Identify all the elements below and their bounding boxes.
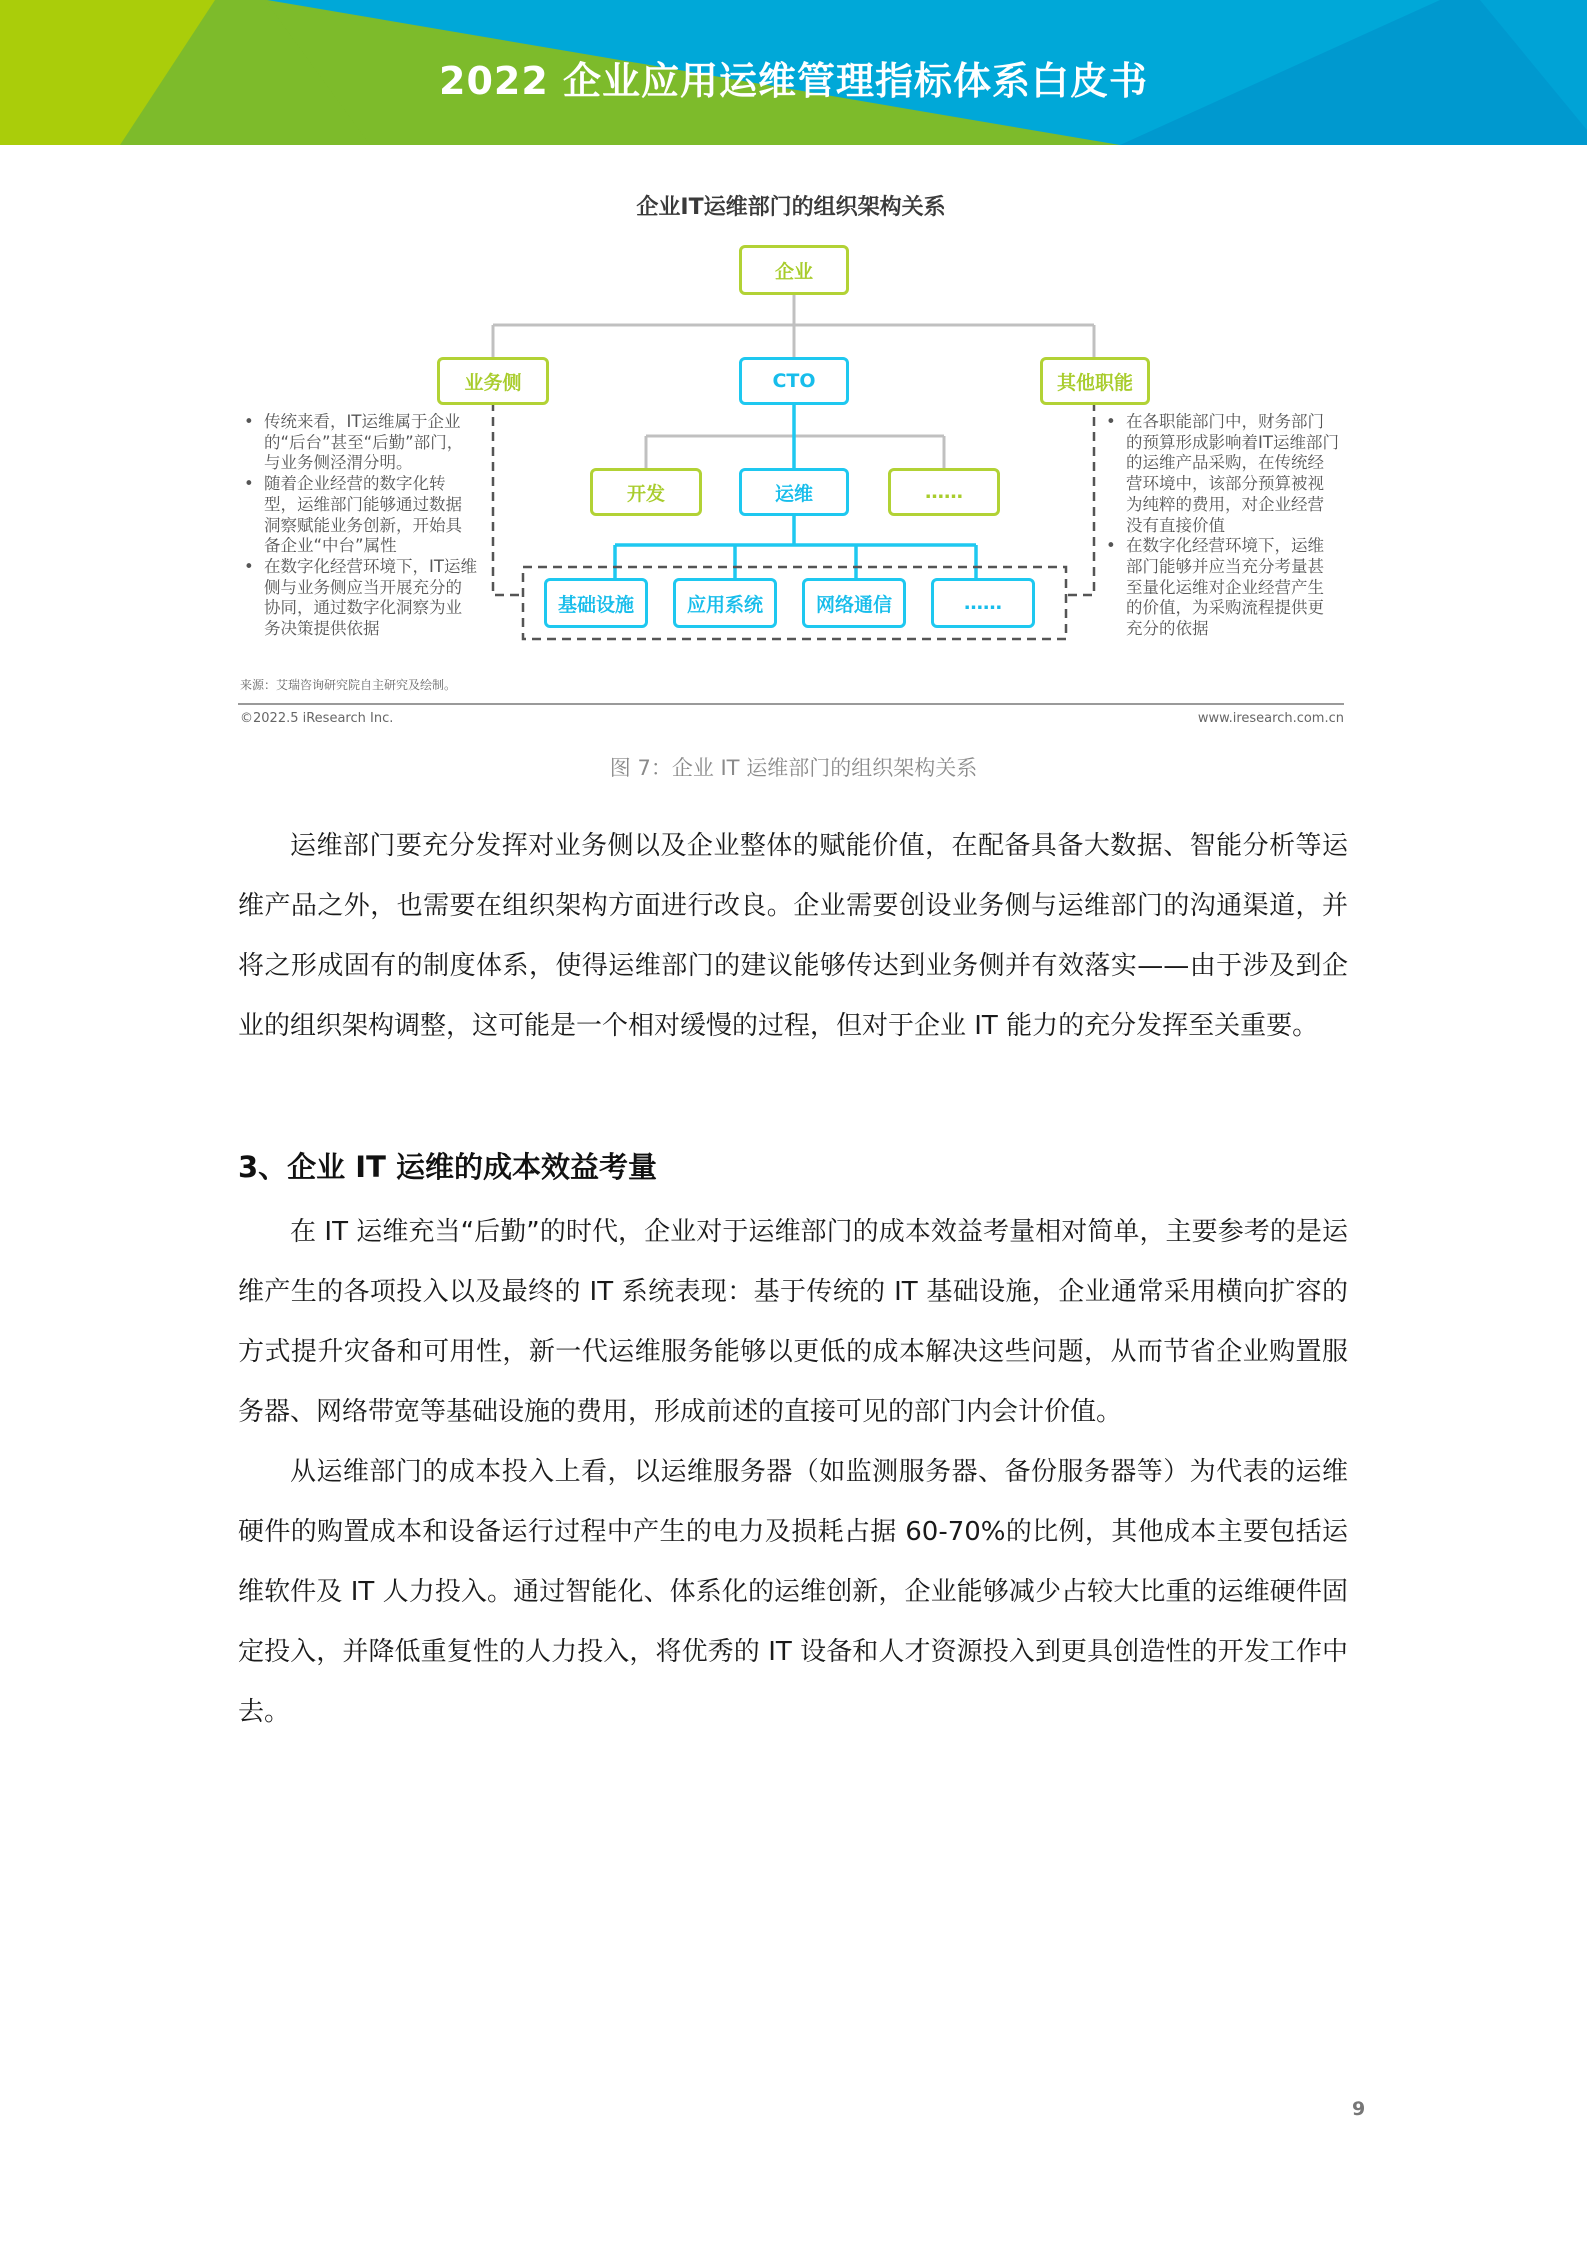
paragraph: 从运维部门的成本投入上看，以运维服务器（如监测服务器、备份服务器等）为代表的运维硬件的购置成本和设备运行过程中产生的电力及损耗占据 60-70%的比例，其他成本主要包括运维软件及 IT 人力投入。通过智能化、体系化的运维创新，企业能够减少占较大比重的运维硬件固定投入，并降低重复性的人力投入，将优秀的 IT 设备和人才资源投入到更具创造性的开发工作中去。 [238,1457,1348,1727]
left-note-item: • 在数字化经营环境下，IT运维侧与业务侧应当开展充分的协同，通过数字化洞察为业务决策提供依据 [238,557,478,640]
right-notes [1100,412,1340,640]
node-dev [590,468,702,516]
node-cto [739,357,849,405]
paragraph: 在 IT 运维充当“后勤”的时代，企业对于运维部门的成本效益考量相对简单，主要参考的是运维产生的各项投入以及最终的 IT 系统表现：基于传统的 IT 基础设施，企业通常采用横向扩容的方式提升灾备和可用性，新一代运维服务能够以更低的成本解决这些问题，从而节省企业购置服务器、网络带宽等基础设施的费用，形成前述的直接可见的部门内会计价值。 [238,1217,1348,1427]
node-more-level4 [931,578,1035,628]
node-label: …… [964,592,1002,614]
left-notes [238,412,478,640]
paragraph: 运维部门要充分发挥对业务侧以及企业整体的赋能价值，在配备具备大数据、智能分析等运维产品之外，也需要在组织架构方面进行改良。企业需要创设业务侧与运维部门的沟通渠道，并将之形成固有的制度体系，使得运维部门的建议能够传达到业务侧并有效落实——由于涉及到企业的组织架构调整，这可能是一个相对缓慢的过程，但对于企业 IT 能力的充分发挥至关重要。 [238,831,1348,1041]
section-body [238,1202,1348,1742]
node-label: 开发 [626,482,665,505]
figure-website: www.iresearch.com.cn [1197,711,1344,726]
node-enterprise [739,245,849,295]
header-banner [0,0,1587,145]
node-label: 运维 [774,482,813,505]
node-label: 其他职能 [1056,371,1133,394]
org-chart-figure [238,180,1344,740]
section-heading: 3、企业 IT 运维的成本效益考量 [238,1150,657,1184]
figure-copyright: ©2022.5 iResearch Inc. [240,711,394,726]
figure-caption: 图 7：企业 IT 运维部门的组织架构关系 [609,756,978,780]
node-label: CTO [772,370,816,392]
node-network [802,578,906,628]
node-label: 网络通信 [815,593,892,616]
node-label: 企业 [774,260,813,283]
node-other-functions [1040,357,1150,405]
page-number: 9 [1352,2098,1366,2120]
paragraph-1-block [238,816,1348,1056]
node-infrastructure [544,578,648,628]
left-note-item: • 传统来看，IT运维属于企业的“后台”甚至“后勤”部门，与业务侧泾渭分明。 [238,412,478,474]
figure-title: 企业IT运维部门的组织架构关系 [636,195,946,220]
right-note-item: • 在各职能部门中，财务部门的预算形成影响着IT运维部门的运维产品采购，在传统经营环境中，该部分预算被视为纯粹的费用，对企业经营没有直接价值 [1100,412,1340,536]
node-more-level3 [888,468,1000,516]
node-label: …… [925,481,963,503]
figure-source: 来源：艾瑞咨询研究院自主研究及绘制。 [240,678,457,692]
node-application-system [673,578,777,628]
node-ops [739,468,849,516]
node-label: 业务侧 [464,371,522,394]
node-label: 应用系统 [686,593,763,616]
document-title: 2022 企业应用运维管理指标体系白皮书 [439,59,1148,103]
figure-divider [238,703,1344,705]
node-business [437,357,549,405]
right-note-item: • 在数字化经营环境下，运维部门能够并应当充分考量甚至量化运维对企业经营产生的价值，为采购流程提供更充分的依据 [1100,536,1340,640]
left-note-item: • 随着企业经营的数字化转型，运维部门能够通过数据洞察赋能业务创新，开始具备企业“中台”属性 [238,474,478,557]
node-label: 基础设施 [557,593,634,616]
